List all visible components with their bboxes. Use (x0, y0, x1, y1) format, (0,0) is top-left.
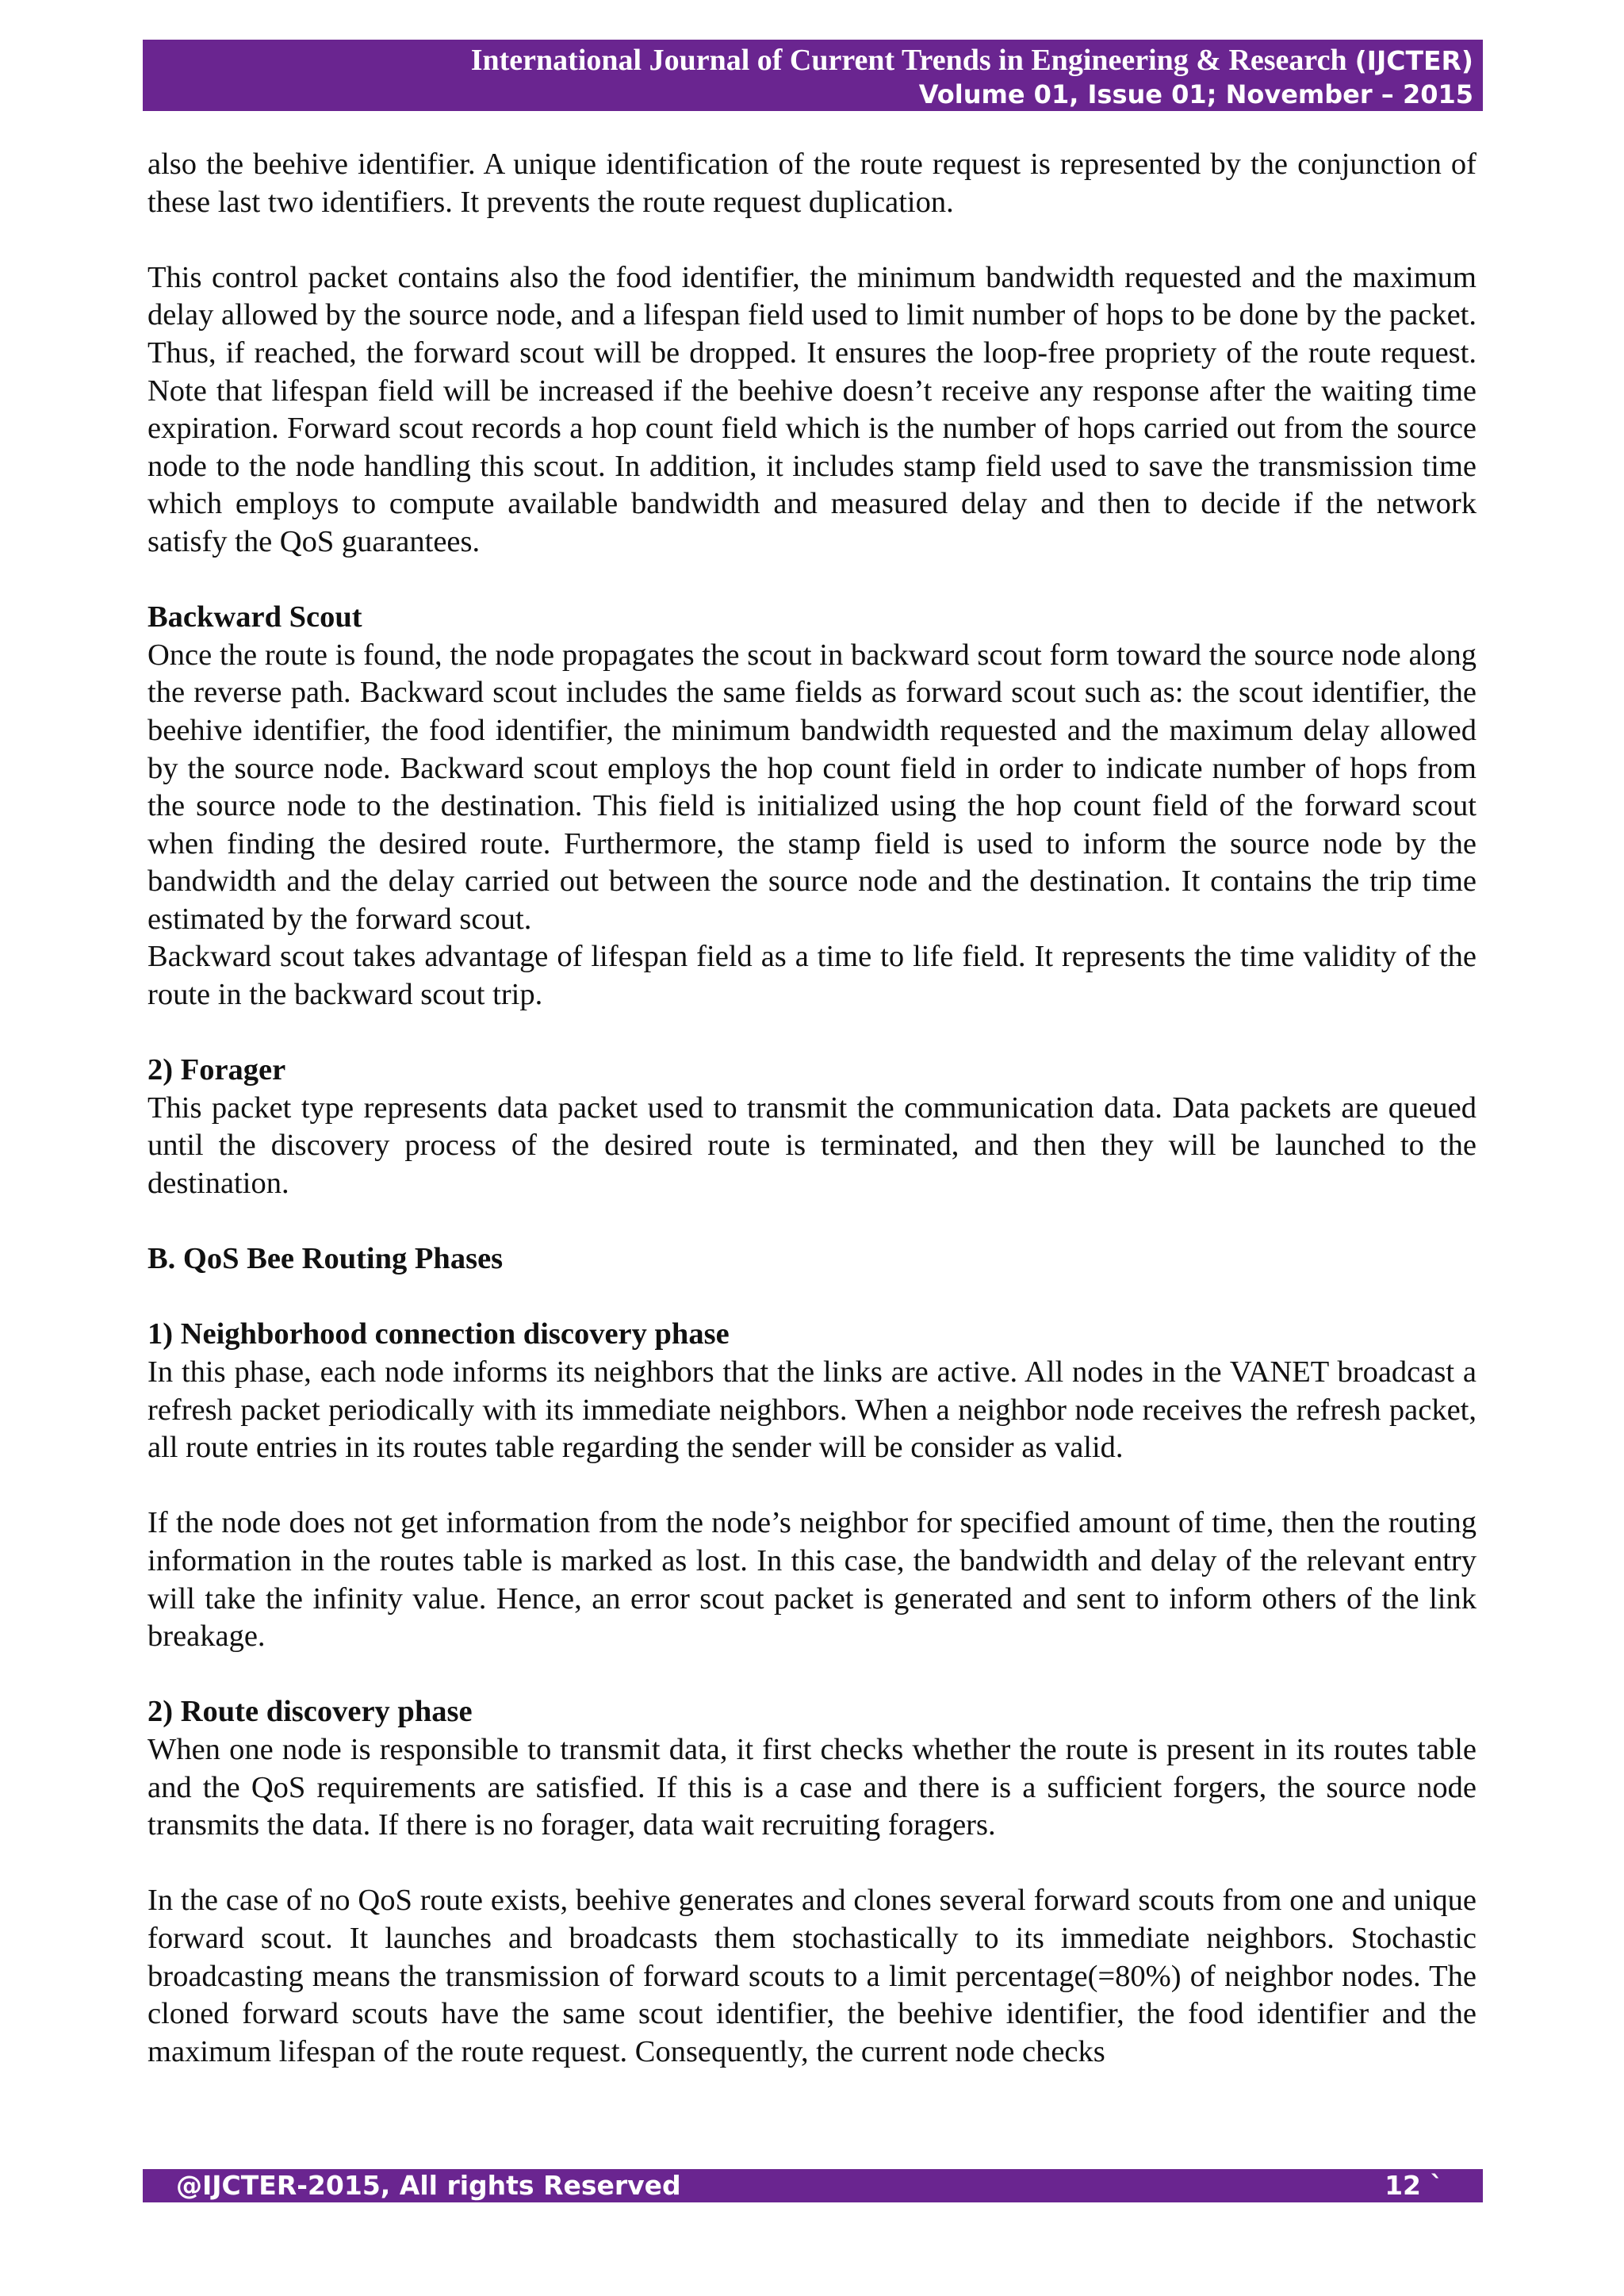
paragraph-neighborhood-discovery: In this phase, each node informs its neighbors that the links are active. All nodes in the VANET broadcast a refresh packet periodically with its immediate neighbors. When a neighbor node receives the refresh packet, all route entries in its routes table regarding the sender will be consider as valid. (147, 1355, 1477, 1465)
paragraph-gap (147, 1656, 1477, 1694)
journal-abbreviation: (IJCTER) (1354, 45, 1473, 76)
paragraph-gap (147, 1014, 1477, 1052)
paragraph-gap (147, 562, 1477, 600)
journal-header (143, 40, 1483, 111)
heading-neighborhood-discovery: 1) Neighborhood connection discovery phase (147, 1317, 730, 1351)
paragraph-gap (147, 221, 1477, 259)
heading-route-discovery: 2) Route discovery phase (147, 1695, 473, 1729)
heading-forager: 2) Forager (147, 1053, 286, 1087)
paragraph-beehive-identifier: also the beehive identifier. A unique identification of the route request is represented by the conjunction of these last two identifiers. It prevents the route request duplication. (147, 148, 1477, 219)
heading-backward-scout: Backward Scout (147, 600, 362, 634)
paragraph-link-breakage: If the node does not get information from the node’s neighbor for specified amount of time, then the routing information in the routes table is marked as lost. In this case, the bandwidth and delay of the relevant entry will take the infinity value. Hence, an error scout packet is generated and sent to inform others of the link breakage. (147, 1506, 1477, 1654)
paragraph-forager: This packet type represents data packet used to transmit the communication data. Data packets are queued until the discovery process of the desired route is terminated, and then they will be launched to the destination. (147, 1091, 1477, 1201)
paragraph-forward-scout-cloning: In the case of no QoS route exists, beehive generates and clones several forward scouts from one and unique forward scout. It launches and broadcasts them stochastically to its immediate neighbors. Stochastic broadcasting means the transmission of forward scouts to a limit percentage(=80%) of neighbor nodes. The cloned forward scouts have the same scout identifier, the beehive identifier, the food identifier and the maximum lifespan of the route request. Consequently, the current node checks (147, 1884, 1477, 2068)
paragraph-backward-scout: Once the route is found, the node propagates the scout in backward scout form toward the source node along the reverse path. Backward scout includes the same fields as forward scout such as: the scout identifier, the beehive identifier, the food identifier, the minimum bandwidth requested and the maximum delay allowed by the source node. Backward scout employs the hop count field in order to indicate number of hops from the source node to the destination. This field is initialized using the hop count field of the forward scout when finding the desired route. Furthermore, the stamp field is used to inform the source node by the bandwidth and the delay carried out between the source node and the destination. It contains the trip time estimated by the forward scout. (147, 638, 1477, 936)
paragraph-lifespan: Backward scout takes advantage of lifespan field as a time to life field. It represents the time validity of the route in the backward scout trip. (147, 940, 1477, 1012)
page-number: 12 ` (1385, 2170, 1443, 2201)
paragraph-gap (147, 1203, 1477, 1241)
journal-title: International Journal of Current Trends in Engineering & Research (470, 44, 1347, 77)
heading-routing-phases: B. QoS Bee Routing Phases (147, 1242, 504, 1276)
page-footer (143, 2169, 1483, 2202)
paragraph-control-packet: This control packet contains also the food identifier, the minimum bandwidth requested and the maximum delay allowed by the source node, and a lifespan field used to limit number of hops to be done by the packet. Thus, if reached, the forward scout will be dropped. It ensures the loop-free propriety of the route request. Note that lifespan field will be increased if the beehive doesn’t receive any response after the waiting time expiration. Forward scout records a hop count field which is the number of hops carried out from the source node to the node handling this scout. In addition, it includes stamp field used to save the transmission time which employs to compute available bandwidth and measured delay and then to decide if the network satisfy the QoS guarantees. (147, 260, 1477, 558)
paragraph-gap (147, 1278, 1477, 1317)
issue-line: Volume 01, Issue 01; November – 2015 (918, 79, 1473, 109)
paragraph-gap (147, 1467, 1477, 1505)
journal-title-line (143, 43, 1473, 79)
paragraph-route-discovery: When one node is responsible to transmit data, it first checks whether the route is present in its routes table and the QoS requirements are satisfied. If this is a case and there is a sufficient forgers, the source node transmits the data. If there is no forager, data wait recruiting foragers. (147, 1732, 1477, 1842)
paragraph-gap (147, 1845, 1477, 1883)
copyright-notice: @IJCTER-2015, All rights Reserved (176, 2170, 681, 2201)
article-body (147, 146, 1477, 2071)
